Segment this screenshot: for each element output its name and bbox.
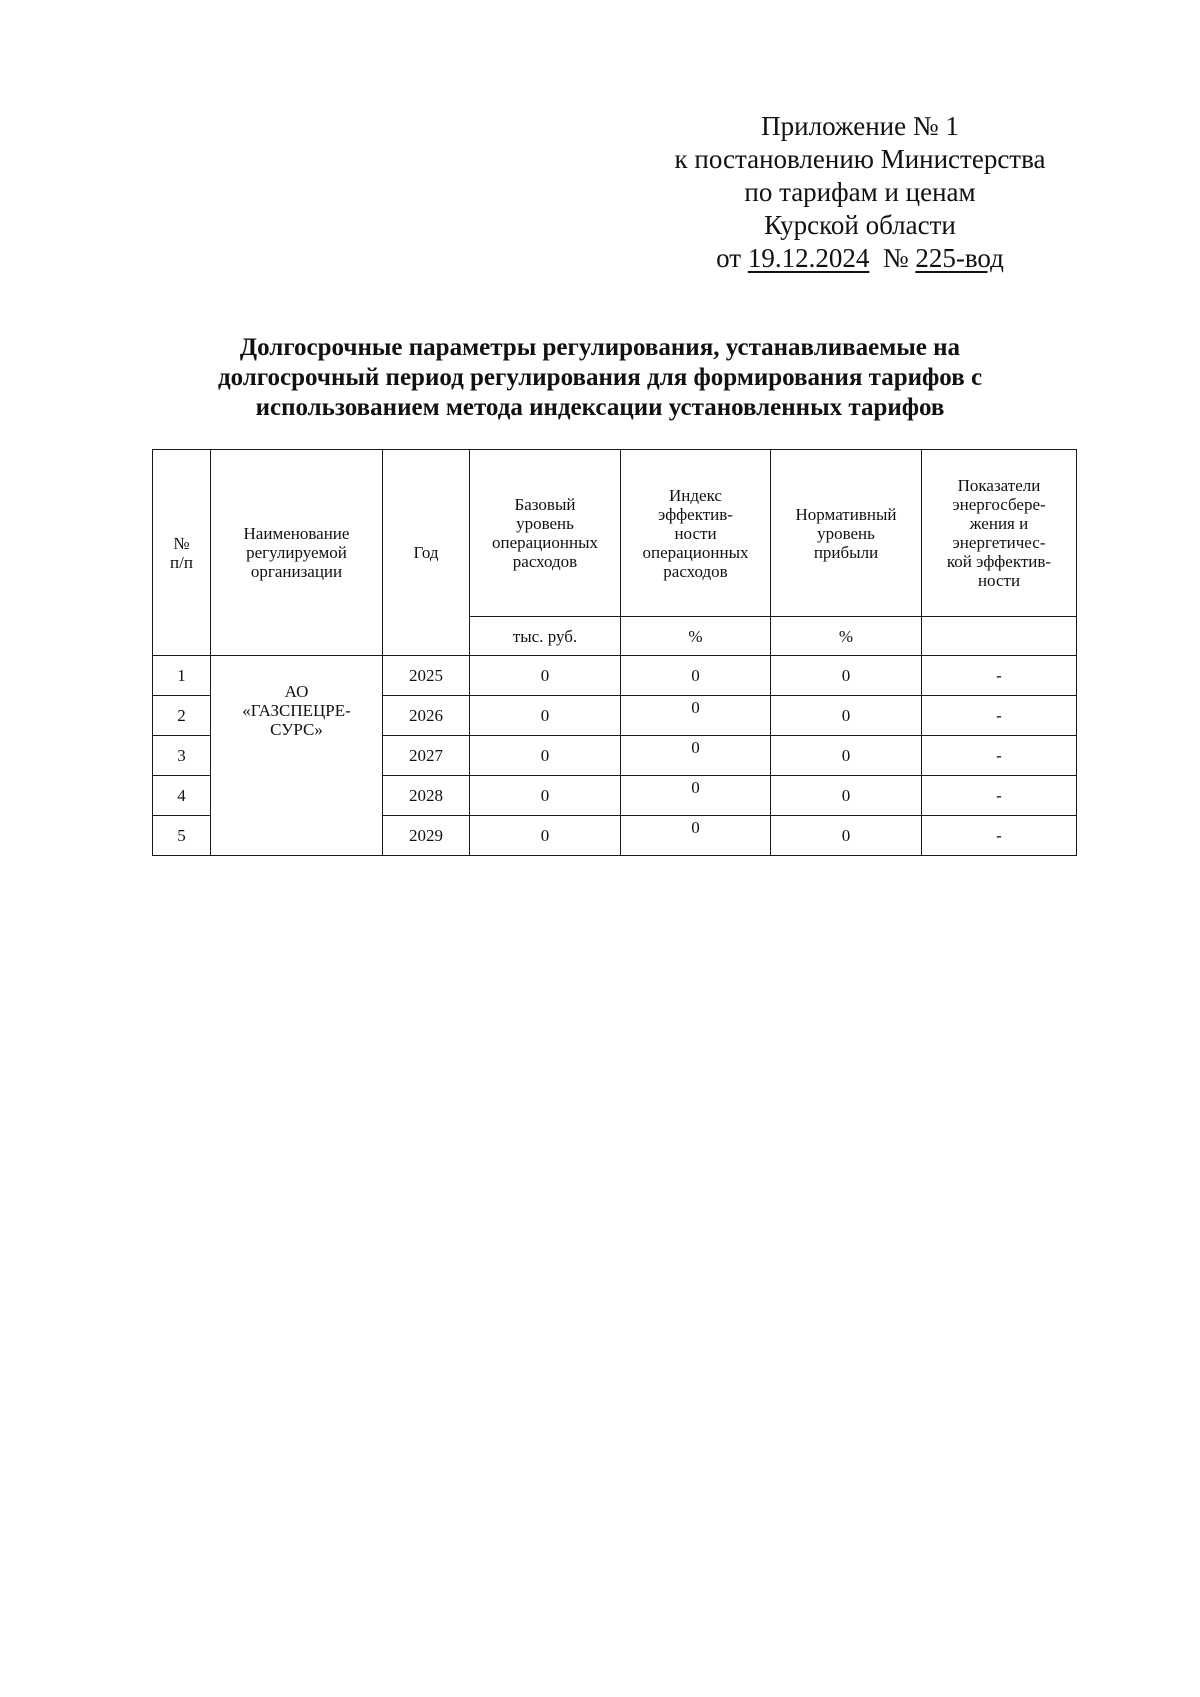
appendix-title: Приложение № 1 <box>761 111 959 141</box>
header-organization: Наименование регулируемой организации <box>211 450 383 656</box>
appendix-ministry-line: по тарифам и ценам <box>744 177 976 207</box>
header-num: № п/п <box>153 450 211 656</box>
appendix-decree-line: к постановлению Министерства <box>674 144 1046 174</box>
date-prefix: от <box>716 243 742 273</box>
row-profit: 0 <box>771 776 922 816</box>
row-index: 0 <box>621 656 771 696</box>
unit-profit: % <box>771 617 922 656</box>
decree-number: 225-вод <box>915 243 1004 273</box>
row-base: 0 <box>470 736 621 776</box>
row-num: 5 <box>153 816 211 856</box>
header-base-level: Базовый уровень операционных расходов <box>470 450 621 617</box>
organization-cell: АО «ГАЗСПЕЦРЕ- СУРС» <box>211 656 383 856</box>
row-index: 0 <box>621 736 771 776</box>
appendix-date-line <box>640 242 1080 275</box>
title-line-1: Долгосрочные параметры регулирования, устанавливаемые на <box>239 334 961 361</box>
unit-index: % <box>621 617 771 656</box>
appendix-header <box>640 110 1080 275</box>
unit-energy <box>922 617 1077 656</box>
row-base: 0 <box>470 656 621 696</box>
number-prefix: № <box>882 243 909 273</box>
row-energy: - <box>922 656 1077 696</box>
row-profit: 0 <box>771 816 922 856</box>
header-year: Год <box>383 450 470 656</box>
header-row <box>153 450 1077 617</box>
row-year: 2028 <box>383 776 470 816</box>
title-line-2: долгосрочный период регулирования для формирования тарифов с <box>217 364 983 391</box>
header-energy-indicators: Показатели энергосбере- жения и энергетичес- кой эффектив- ности <box>922 450 1077 617</box>
row-year: 2027 <box>383 736 470 776</box>
header-profit-level: Нормативный уровень прибыли <box>771 450 922 617</box>
title-line-3: использованием метода индексации установленных тарифов <box>255 394 945 421</box>
row-profit: 0 <box>771 696 922 736</box>
row-year: 2025 <box>383 656 470 696</box>
row-profit: 0 <box>771 736 922 776</box>
row-index: 0 <box>621 776 771 816</box>
unit-base: тыс. руб. <box>470 617 621 656</box>
appendix-region-line: Курской области <box>764 210 956 240</box>
row-num: 2 <box>153 696 211 736</box>
table-row <box>153 656 1077 696</box>
row-base: 0 <box>470 776 621 816</box>
row-energy: - <box>922 776 1077 816</box>
row-num: 4 <box>153 776 211 816</box>
row-year: 2026 <box>383 696 470 736</box>
row-energy: - <box>922 736 1077 776</box>
header-efficiency-index: Индекс эффектив- ности операционных расходов <box>621 450 771 617</box>
row-index: 0 <box>621 816 771 856</box>
row-num: 1 <box>153 656 211 696</box>
row-energy: - <box>922 696 1077 736</box>
row-base: 0 <box>470 816 621 856</box>
parameters-table <box>152 449 1077 856</box>
decree-date: 19.12.2024 <box>747 243 870 273</box>
row-energy: - <box>922 816 1077 856</box>
row-profit: 0 <box>771 656 922 696</box>
row-year: 2029 <box>383 816 470 856</box>
document-title <box>150 333 1050 423</box>
row-num: 3 <box>153 736 211 776</box>
row-index: 0 <box>621 696 771 736</box>
row-base: 0 <box>470 696 621 736</box>
